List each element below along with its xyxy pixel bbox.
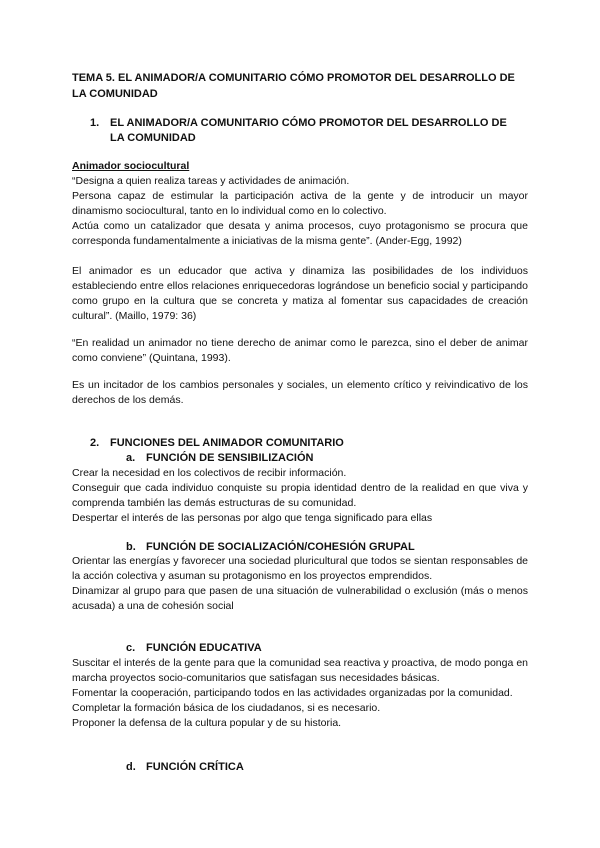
subsection-b-letter: b.	[126, 541, 136, 553]
quote-line-2: Persona capaz de estimular la participación activa de la gente y de introducir un mayor dinamismo sociocultural, tanto en lo individual como en lo colectivo.	[72, 190, 528, 217]
subsection-d-title: FUNCIÓN CRÍTICA	[146, 761, 244, 773]
subsection-b-title: FUNCIÓN DE SOCIALIZACIÓN/COHESIÓN GRUPAL	[146, 541, 415, 553]
subsection-c-letter: c.	[126, 642, 136, 654]
b-line-1: Orientar las energías y favorecer una sociedad pluricultural que todos se sientan responsables de la acción colectiva y asuman su protagonismo en los proyectos emprendidos.	[72, 555, 528, 582]
section-2-number: 2.	[90, 437, 100, 449]
section-1-body	[72, 159, 528, 249]
subsection-a-heading	[126, 451, 313, 466]
section-2-heading	[90, 436, 344, 451]
a-line-3: Despertar el interés de las personas por algo que tenga significado para ellas	[72, 512, 433, 524]
subheading-animador: Animador sociocultural	[72, 160, 190, 172]
quote-line-1: “Designa a quien realiza tareas y actividades de animación.	[72, 175, 350, 187]
subsection-a-title: FUNCIÓN DE SENSIBILIZACIÓN	[146, 452, 314, 464]
a-line-1: Crear la necesidad en los colectivos de recibir información.	[72, 467, 347, 479]
c-line-3: Completar la formación básica de los ciudadanos, si es necesario.	[72, 702, 381, 714]
paragraph-incitador: Es un incitador de los cambios personales y sociales, un elemento crítico y reivindicativo de los derechos de los demás.	[72, 379, 528, 406]
b-line-2: Dinamizar al grupo para que pasen de una situación de vulnerabilidad o exclusión (más o menos acusada) a una de cohesión social	[72, 585, 528, 612]
c-line-4: Proponer la defensa de la cultura popular y de su historia.	[72, 717, 342, 729]
subsection-b-heading	[126, 540, 415, 555]
subsection-c-title: FUNCIÓN EDUCATIVA	[146, 642, 262, 654]
c-line-2: Fomentar la cooperación, participando todos en las actividades organizadas por la comunidad.	[72, 687, 513, 699]
quote-line-3: Actúa como un catalizador que desata y anima procesos, cuyo protagonismo se procura que corresponda fundamentalmente a iniciativas de la misma gente”. (Ander-Egg, 1992)	[72, 220, 528, 247]
subsection-b-body	[72, 554, 528, 614]
subsection-d-heading	[126, 760, 244, 775]
c-line-1: Suscitar el interés de la gente para que la comunidad sea reactiva y proactiva, de modo ponga en marcha proyectos socio-comunitarios que satisfagan sus necesidades básicas.	[72, 657, 528, 684]
section-1-title: EL ANIMADOR/A COMUNITARIO CÓMO PROMOTOR DEL DESARROLLO DE LA COMUNIDAD	[110, 117, 507, 144]
paragraph-quintana: “En realidad un animador no tiene derecho de animar como le parezca, sino el deber de animar como conviene” (Quintana, 1993).	[72, 337, 528, 364]
subsection-a-body	[72, 466, 528, 526]
document-title: TEMA 5. EL ANIMADOR/A COMUNITARIO CÓMO PROMOTOR DEL DESARROLLO DE LA COMUNIDAD	[72, 72, 515, 100]
subsection-d-letter: d.	[126, 761, 136, 773]
section-1-heading	[90, 116, 530, 146]
subsection-a-letter: a.	[126, 452, 136, 464]
section-1-number: 1.	[90, 117, 100, 129]
a-line-2: Conseguir que cada individuo conquiste su propia identidad dentro de la realidad en que viva y comprenda también las demás estructuras de su comunidad.	[72, 482, 528, 509]
subsection-c-body	[72, 656, 528, 731]
section-2-title: FUNCIONES DEL ANIMADOR COMUNITARIO	[110, 437, 344, 449]
subsection-c-heading	[126, 641, 262, 656]
paragraph-maillo: El animador es un educador que activa y dinamiza las posibilidades de los individuos estableciendo entre ellos relaciones enriquecedoras lográndose un beneficio social y participando como grupo en la cultura que se concreta y matiza al fomentar sus capacidades de creación cultural”. (Maillo, 1979: 36)	[72, 265, 528, 322]
